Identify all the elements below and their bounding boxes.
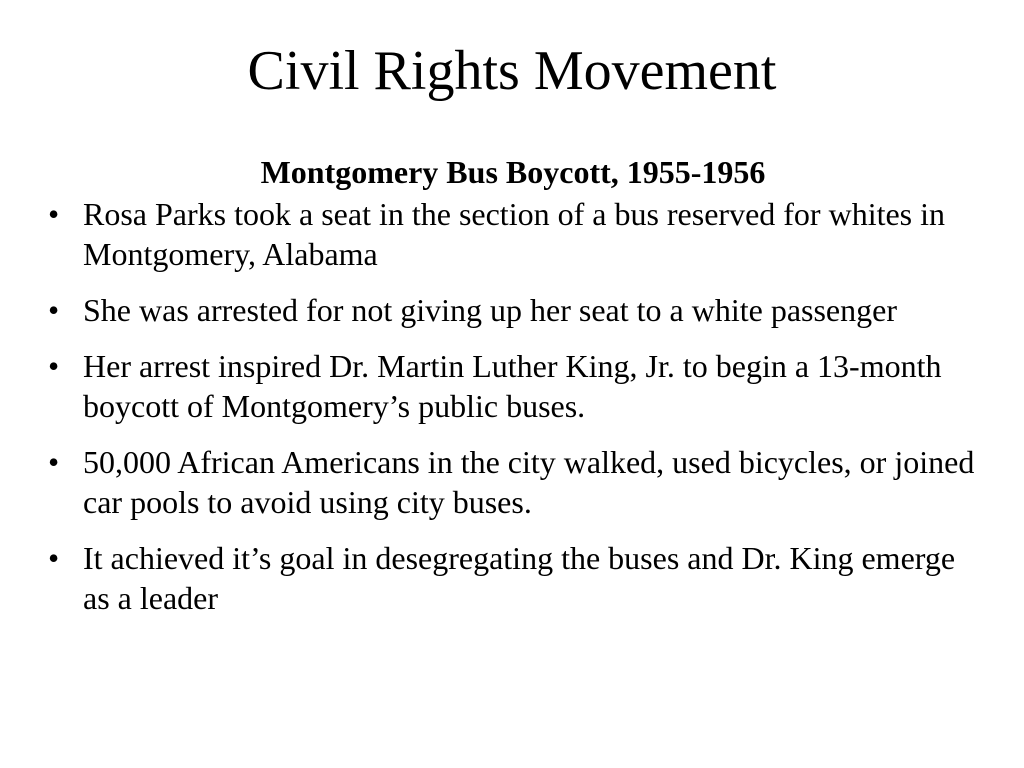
bullet-text: Her arrest inspired Dr. Martin Luther King, Jr. to begin a 13-month boycott of Montgomery’s public buses. xyxy=(83,348,942,424)
slide-title: Civil Rights Movement xyxy=(247,40,777,102)
bullet-icon: • xyxy=(48,348,60,384)
bullet-icon: • xyxy=(48,196,60,232)
bullet-item xyxy=(48,442,978,522)
bullet-text: She was arrested for not giving up her seat to a white passenger xyxy=(83,292,897,328)
bullet-text: It achieved it’s goal in desegregating the buses and Dr. King emerge as a leader xyxy=(83,540,956,616)
bullet-text: Rosa Parks took a seat in the section of a bus reserved for whites in Montgomery, Alabama xyxy=(83,196,946,272)
bullet-icon: • xyxy=(48,540,60,576)
slide-body xyxy=(48,150,978,634)
slide-subtitle: Montgomery Bus Boycott, 1955-1956 xyxy=(260,154,766,190)
bullet-icon: • xyxy=(48,444,60,480)
bullet-list xyxy=(48,194,978,618)
bullet-item xyxy=(48,290,978,330)
bullet-text: 50,000 African Americans in the city walked, used bicycles, or joined car pools to avoid using city buses. xyxy=(83,444,975,520)
bullet-icon: • xyxy=(48,292,60,328)
bullet-item xyxy=(48,194,978,274)
bullet-item xyxy=(48,346,978,426)
bullet-item xyxy=(48,538,978,618)
